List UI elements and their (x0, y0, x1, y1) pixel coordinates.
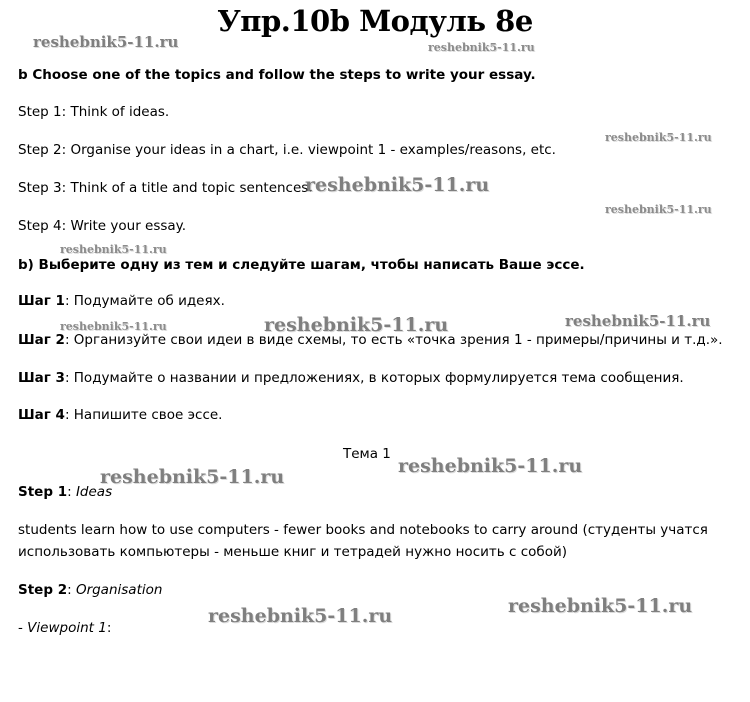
russian-step-4-text: : Напишите свое эссе. (64, 407, 223, 423)
ideas-paragraph: students learn how to use computers - fewer books and notebooks to carry around (студенты учатся использовать компьютеры - меньше книг и тетрадей нужно носить с собой) (18, 522, 708, 560)
topic-step-1-value: Ideas (75, 484, 113, 500)
topic-step-1 (18, 482, 112, 502)
topic-step-2 (18, 580, 162, 600)
russian-step-2-label: Шаг 2 (18, 332, 65, 348)
english-step-3: Step 3: Think of a title and topic sentences. (18, 180, 313, 196)
topic-step-2-colon: : (67, 582, 76, 598)
english-step-4: Step 4: Write your essay. (18, 218, 187, 234)
english-step-2: Step 2: Organise your ideas in a chart, i.e. viewpoint 1 - examples/reasons, etc. (18, 142, 556, 158)
topic-step-1-label: Step 1 (18, 484, 68, 500)
watermark: reshebnik5-11.ru (565, 312, 711, 330)
viewpoint-line (18, 618, 111, 638)
topic-label: Тема 1 (343, 446, 391, 462)
page-title: Упр.10b Модуль 8e (217, 4, 533, 38)
watermark: reshebnik5-11.ru (398, 455, 583, 477)
russian-heading: b) Выберите одну из тем и следуйте шагам, чтобы написать Ваше эссе. (18, 257, 585, 273)
viewpoint-value: Viewpoint 1 (27, 620, 107, 636)
watermark: reshebnik5-11.ru (208, 605, 393, 627)
watermark: reshebnik5-11.ru (60, 243, 167, 256)
russian-step-1-text: : Подумайте об идеях. (64, 293, 225, 309)
viewpoint-prefix: - (18, 620, 28, 636)
topic-step-1-colon: : (67, 484, 76, 500)
russian-step-3-label: Шаг 3 (18, 370, 65, 386)
russian-step-3 (18, 368, 684, 388)
english-heading: b Choose one of the topics and follow the steps to write your essay. (18, 67, 536, 83)
watermark: reshebnik5-11.ru (33, 33, 179, 51)
watermark: reshebnik5-11.ru (428, 41, 535, 54)
watermark: reshebnik5-11.ru (60, 320, 167, 333)
topic-step-2-value: Organisation (75, 582, 163, 598)
watermark: reshebnik5-11.ru (605, 131, 712, 144)
english-step-1: Step 1: Think of ideas. (18, 104, 170, 120)
russian-step-4-label: Шаг 4 (18, 407, 65, 423)
viewpoint-suffix: : (106, 620, 112, 636)
topic-step-2-label: Step 2 (18, 582, 68, 598)
watermark: reshebnik5-11.ru (264, 314, 449, 336)
watermark: reshebnik5-11.ru (305, 174, 490, 196)
russian-step-4 (18, 405, 222, 425)
russian-step-1 (18, 291, 225, 311)
watermark: reshebnik5-11.ru (605, 203, 712, 216)
watermark: reshebnik5-11.ru (100, 466, 285, 488)
russian-step-3-text: : Подумайте о названии и предложениях, в которых формулируется тема сообщения. (64, 370, 684, 386)
watermark: reshebnik5-11.ru (508, 595, 693, 617)
russian-step-1-label: Шаг 1 (18, 293, 65, 309)
russian-step-2-text: : Организуйте свои идеи в виде схемы, то есть «точка зрения 1 - примеры/причины и т.д.». (64, 332, 723, 348)
